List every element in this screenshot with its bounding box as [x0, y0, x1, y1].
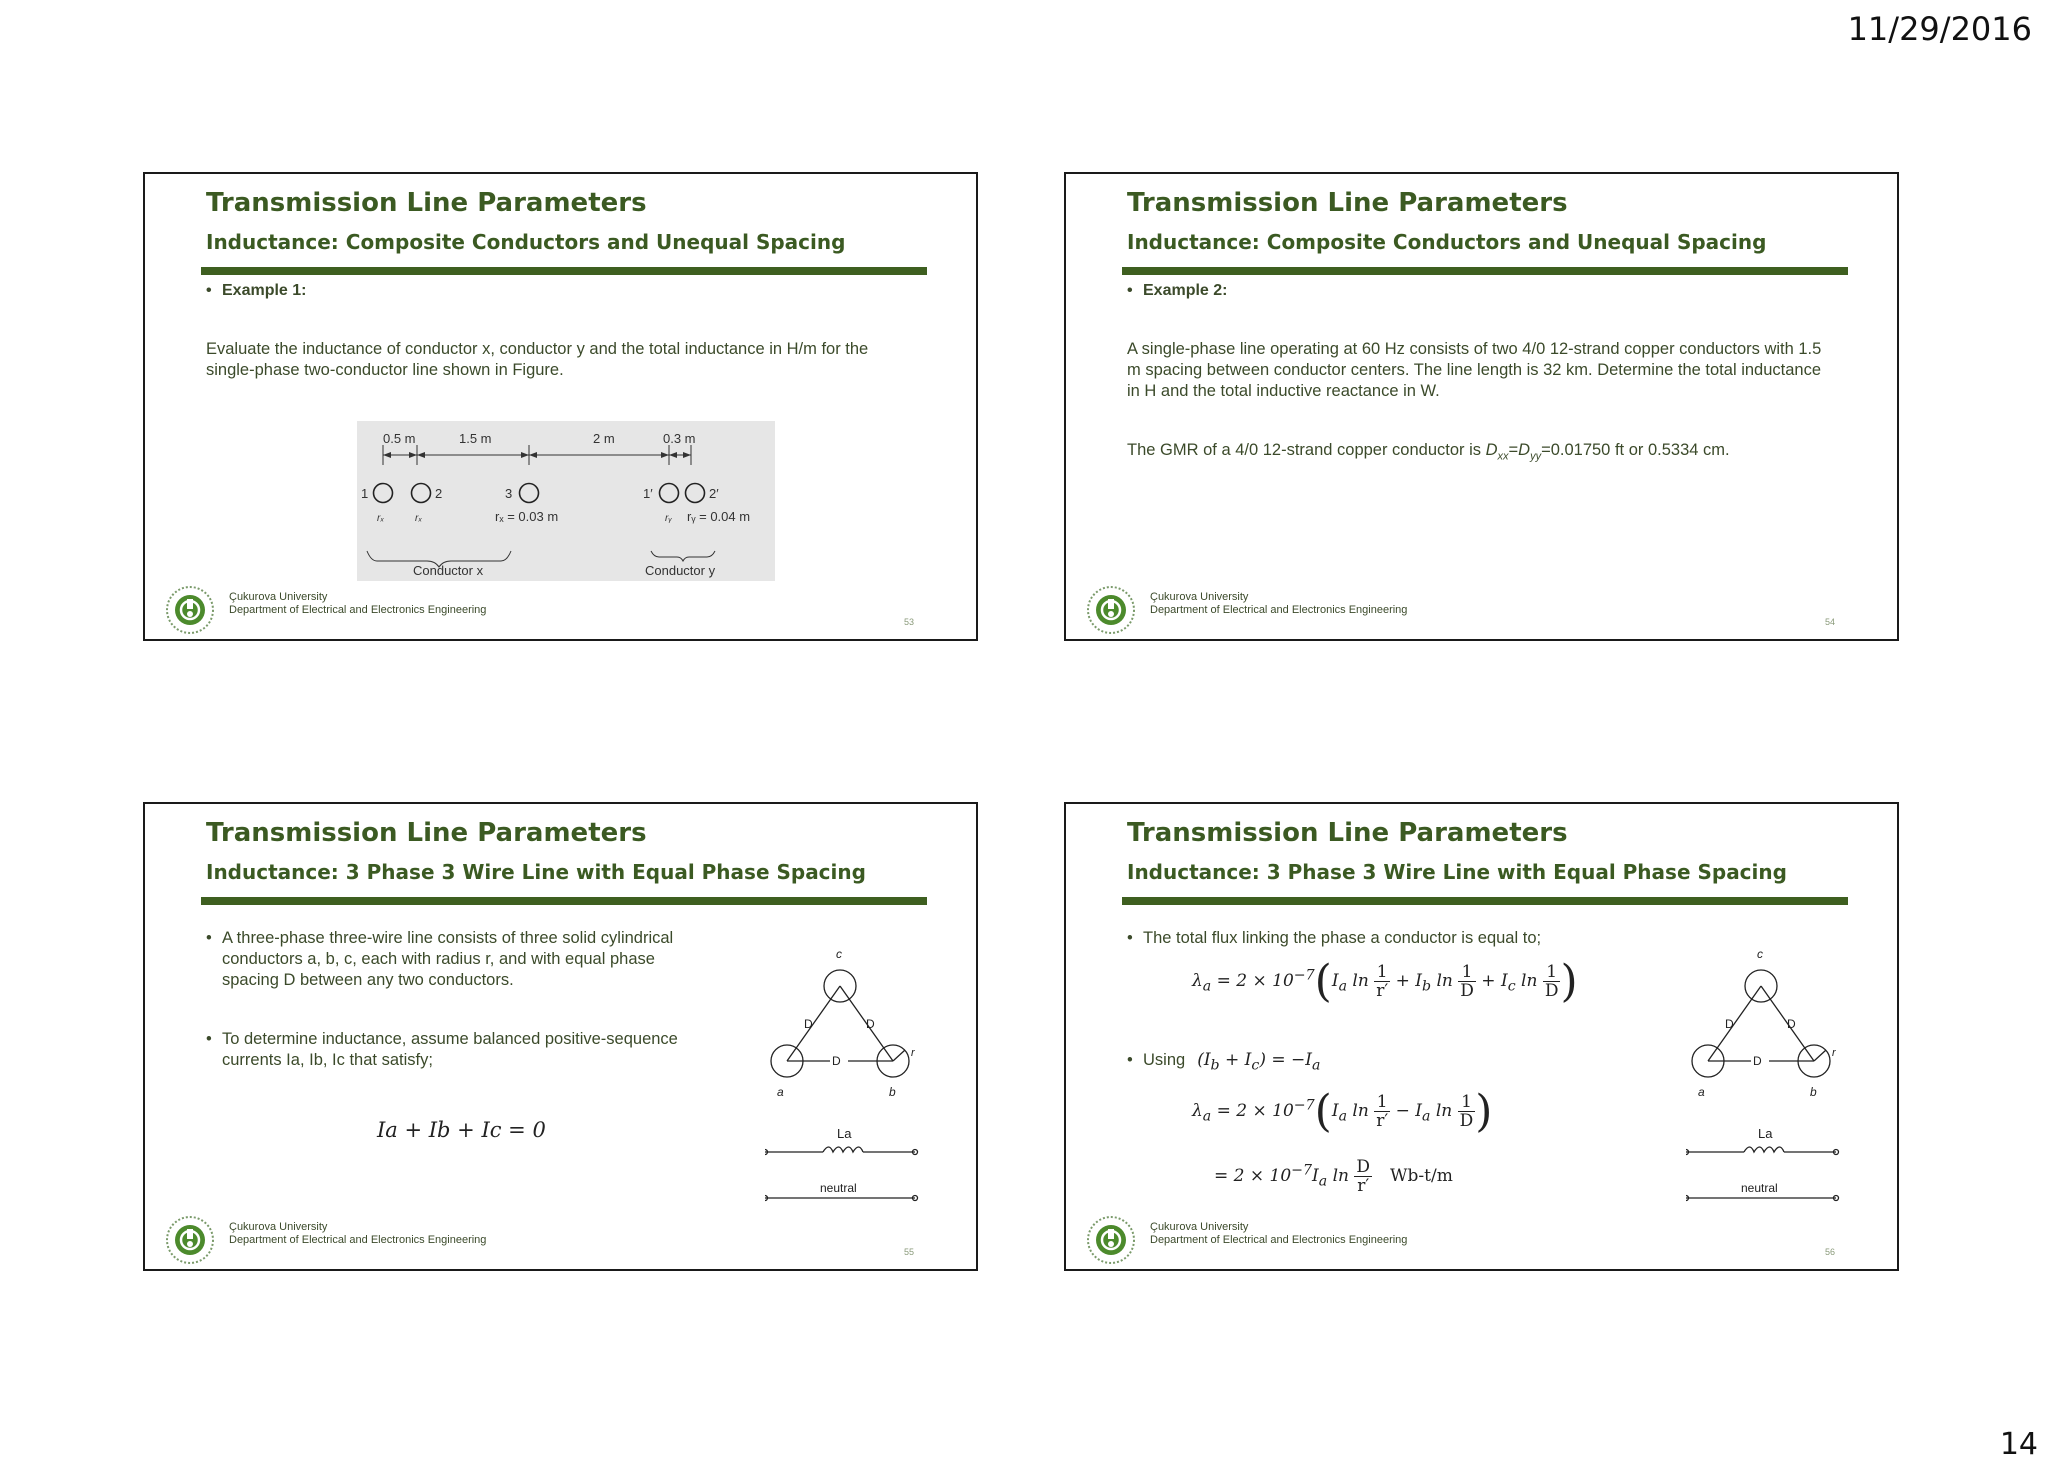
unit-label: Wb-t/m: [1390, 1166, 1453, 1186]
label-rx-val: rₓ = 0.03 m: [495, 509, 559, 524]
label-ry-val: rᵧ = 0.04 m: [687, 509, 751, 524]
university-logo: [165, 585, 215, 635]
example-label: • Example 2:: [1127, 280, 1827, 301]
slide-number: 54: [1824, 617, 1835, 627]
example-label: • Example 1:: [206, 280, 906, 301]
title-bar: [201, 897, 927, 905]
label-1p: 1′: [643, 486, 653, 501]
footer-university: Çukurova University: [1150, 591, 1249, 603]
footer-department: Department of Electrical and Electronics Engineering: [229, 1234, 487, 1246]
footer-text: [1150, 1221, 1407, 1247]
label-rx-1: rₓ: [377, 513, 385, 524]
label-d-right: D: [1787, 1017, 1796, 1031]
footer-department: Department of Electrical and Electronics Engineering: [1150, 1234, 1408, 1246]
gmr-text: The GMR of a 4/0 12-strand copper conductor is $D_{xx}=D_{yy}=0.01750$ ft or 0.5334 cm.: [1127, 441, 1730, 463]
using-line: • Using $(I_b + I_c) = -I_a$: [1127, 1050, 1627, 1076]
label-a: a: [777, 1085, 784, 1099]
slide-54: [1064, 172, 1899, 641]
slide-subtitle: Inductance: Composite Conductors and Unequal Spacing: [206, 230, 846, 254]
flux-equation-2: $\lambda_a = 2 \times 10^{-7}(I_a$ ln $\frac{1}{r'}$ − $I_a$ ln $\frac{1}{D}$ ): [1192, 1086, 1493, 1137]
conductor-figure-svg: [357, 421, 775, 581]
label-neutral: neutral: [1741, 1181, 1778, 1195]
label-2p: 2′: [709, 486, 719, 501]
footer-text: [1150, 591, 1407, 617]
bullet-conductors: • A three-phase three-wire line consists of three solid cylindrical conductors a, b, c, each with radius r, and with equal phase spacing D between any two conductors.: [206, 928, 706, 991]
title-bar: [201, 267, 927, 275]
title-bar: [1122, 897, 1848, 905]
slide-body: [1127, 928, 1627, 949]
conductor-1: [374, 484, 393, 503]
label-la: La: [1758, 1126, 1773, 1141]
using-label: Using: [1143, 1051, 1186, 1069]
label-conductor-y: Conductor y: [645, 563, 716, 578]
gmr-prefix: The GMR of a 4/0 12-strand copper conductor is: [1127, 441, 1486, 459]
example-text: A single-phase line operating at 60 Hz consists of two 4/0 12-strand copper conductors with 1.5 m spacing between conductor centers. The line length is 32 km. Determine the total inductance in H and the total inductive reactance in W.: [1127, 340, 1822, 400]
example-text: Evaluate the inductance of conductor x, conductor y and the total inductance in H/m for the single-phase two-conductor line shown in Figure.: [206, 340, 869, 379]
bullet-currents: • To determine inductance, assume balanced positive-sequence currents Ia, Ib, Ic that satisfy;: [206, 1029, 706, 1071]
label-2: 2: [435, 486, 443, 501]
label-a: a: [1698, 1085, 1705, 1099]
label-r: r: [911, 1047, 915, 1059]
slide-title: Transmission Line Parameters: [1127, 818, 1568, 848]
footer-text: [229, 591, 486, 617]
footer-text: [229, 1221, 486, 1247]
three-phase-figure: [1686, 944, 1846, 1234]
label-la: La: [837, 1126, 852, 1141]
slide-number: 56: [1824, 1247, 1835, 1257]
slide-55: [143, 802, 978, 1271]
university-logo: [165, 1215, 215, 1265]
label-r: r: [1832, 1047, 1836, 1059]
label-conductor-x: Conductor x: [413, 563, 484, 578]
slide-number: 55: [903, 1247, 914, 1257]
label-d-bottom: D: [832, 1054, 841, 1068]
label-d-bottom: D: [1753, 1054, 1762, 1068]
dim-03: 0.3 m: [663, 431, 696, 446]
dim-05: 0.5 m: [383, 431, 416, 446]
label-c: c: [1757, 947, 1763, 961]
gmr-value: =0.01750 ft or 0.5334 cm.: [1541, 441, 1730, 459]
conductor-2p: [686, 484, 705, 503]
flux-equation-3: = $2 \times 10^{-7}I_a$ ln $\frac{D}{r'}$ Wb-t/m: [1214, 1157, 1453, 1196]
bullet-flux: • The total flux linking the phase a conductor is equal to;: [1127, 928, 1627, 949]
page-date: 11/29/2016: [1847, 10, 2032, 48]
slide-56: [1064, 802, 1899, 1271]
label-1: 1: [361, 486, 369, 501]
page-number: 14: [1999, 1427, 2038, 1462]
footer-university: Çukurova University: [229, 591, 328, 603]
label-3: 3: [505, 486, 513, 501]
label-ry: rᵧ: [665, 513, 673, 524]
slide-53: [143, 172, 978, 641]
conductor-2: [412, 484, 431, 503]
slide-title: Transmission Line Parameters: [206, 818, 647, 848]
label-d-right: D: [866, 1017, 875, 1031]
label-c: c: [836, 947, 842, 961]
flux-equation: $\lambda_a = 2 \times 10^{-7}(I_a$ ln $\frac{1}{r'}$ + $I_b$ ln $\frac{1}{D}$ + $I_c$ ln $\frac{1}{D}$ ): [1192, 956, 1578, 1007]
sum-equation: Ia + Ib + Ic = 0: [377, 1118, 546, 1142]
dim-15: 1.5 m: [459, 431, 492, 446]
slide-subtitle: Inductance: Composite Conductors and Unequal Spacing: [1127, 230, 1767, 254]
dim-2: 2 m: [593, 431, 615, 446]
slide-body: [1127, 280, 1827, 467]
slide-body: [206, 928, 706, 1071]
footer-department: Department of Electrical and Electronics Engineering: [229, 604, 487, 616]
footer-department: Department of Electrical and Electronics Engineering: [1150, 604, 1408, 616]
label-d-left: D: [1725, 1017, 1734, 1031]
slide-title: Transmission Line Parameters: [206, 188, 647, 218]
label-d-left: D: [804, 1017, 813, 1031]
university-logo: [1086, 585, 1136, 635]
title-bar: [1122, 267, 1848, 275]
slide-body: [206, 280, 906, 381]
label-rx-2: rₓ: [415, 513, 423, 524]
footer-university: Çukurova University: [1150, 1221, 1249, 1233]
conductor-1p: [660, 484, 679, 503]
label-b: b: [889, 1085, 896, 1099]
slide-number: 53: [903, 617, 914, 627]
slide-subtitle: Inductance: 3 Phase 3 Wire Line with Equal Phase Spacing: [1127, 860, 1787, 884]
label-b: b: [1810, 1085, 1817, 1099]
footer-university: Çukurova University: [229, 1221, 328, 1233]
university-logo: [1086, 1215, 1136, 1265]
slide-title: Transmission Line Parameters: [1127, 188, 1568, 218]
label-neutral: neutral: [820, 1181, 857, 1195]
conductor-3: [520, 484, 539, 503]
three-phase-figure: [765, 944, 925, 1234]
conductor-figure: [357, 421, 775, 581]
slide-subtitle: Inductance: 3 Phase 3 Wire Line with Equal Phase Spacing: [206, 860, 866, 884]
